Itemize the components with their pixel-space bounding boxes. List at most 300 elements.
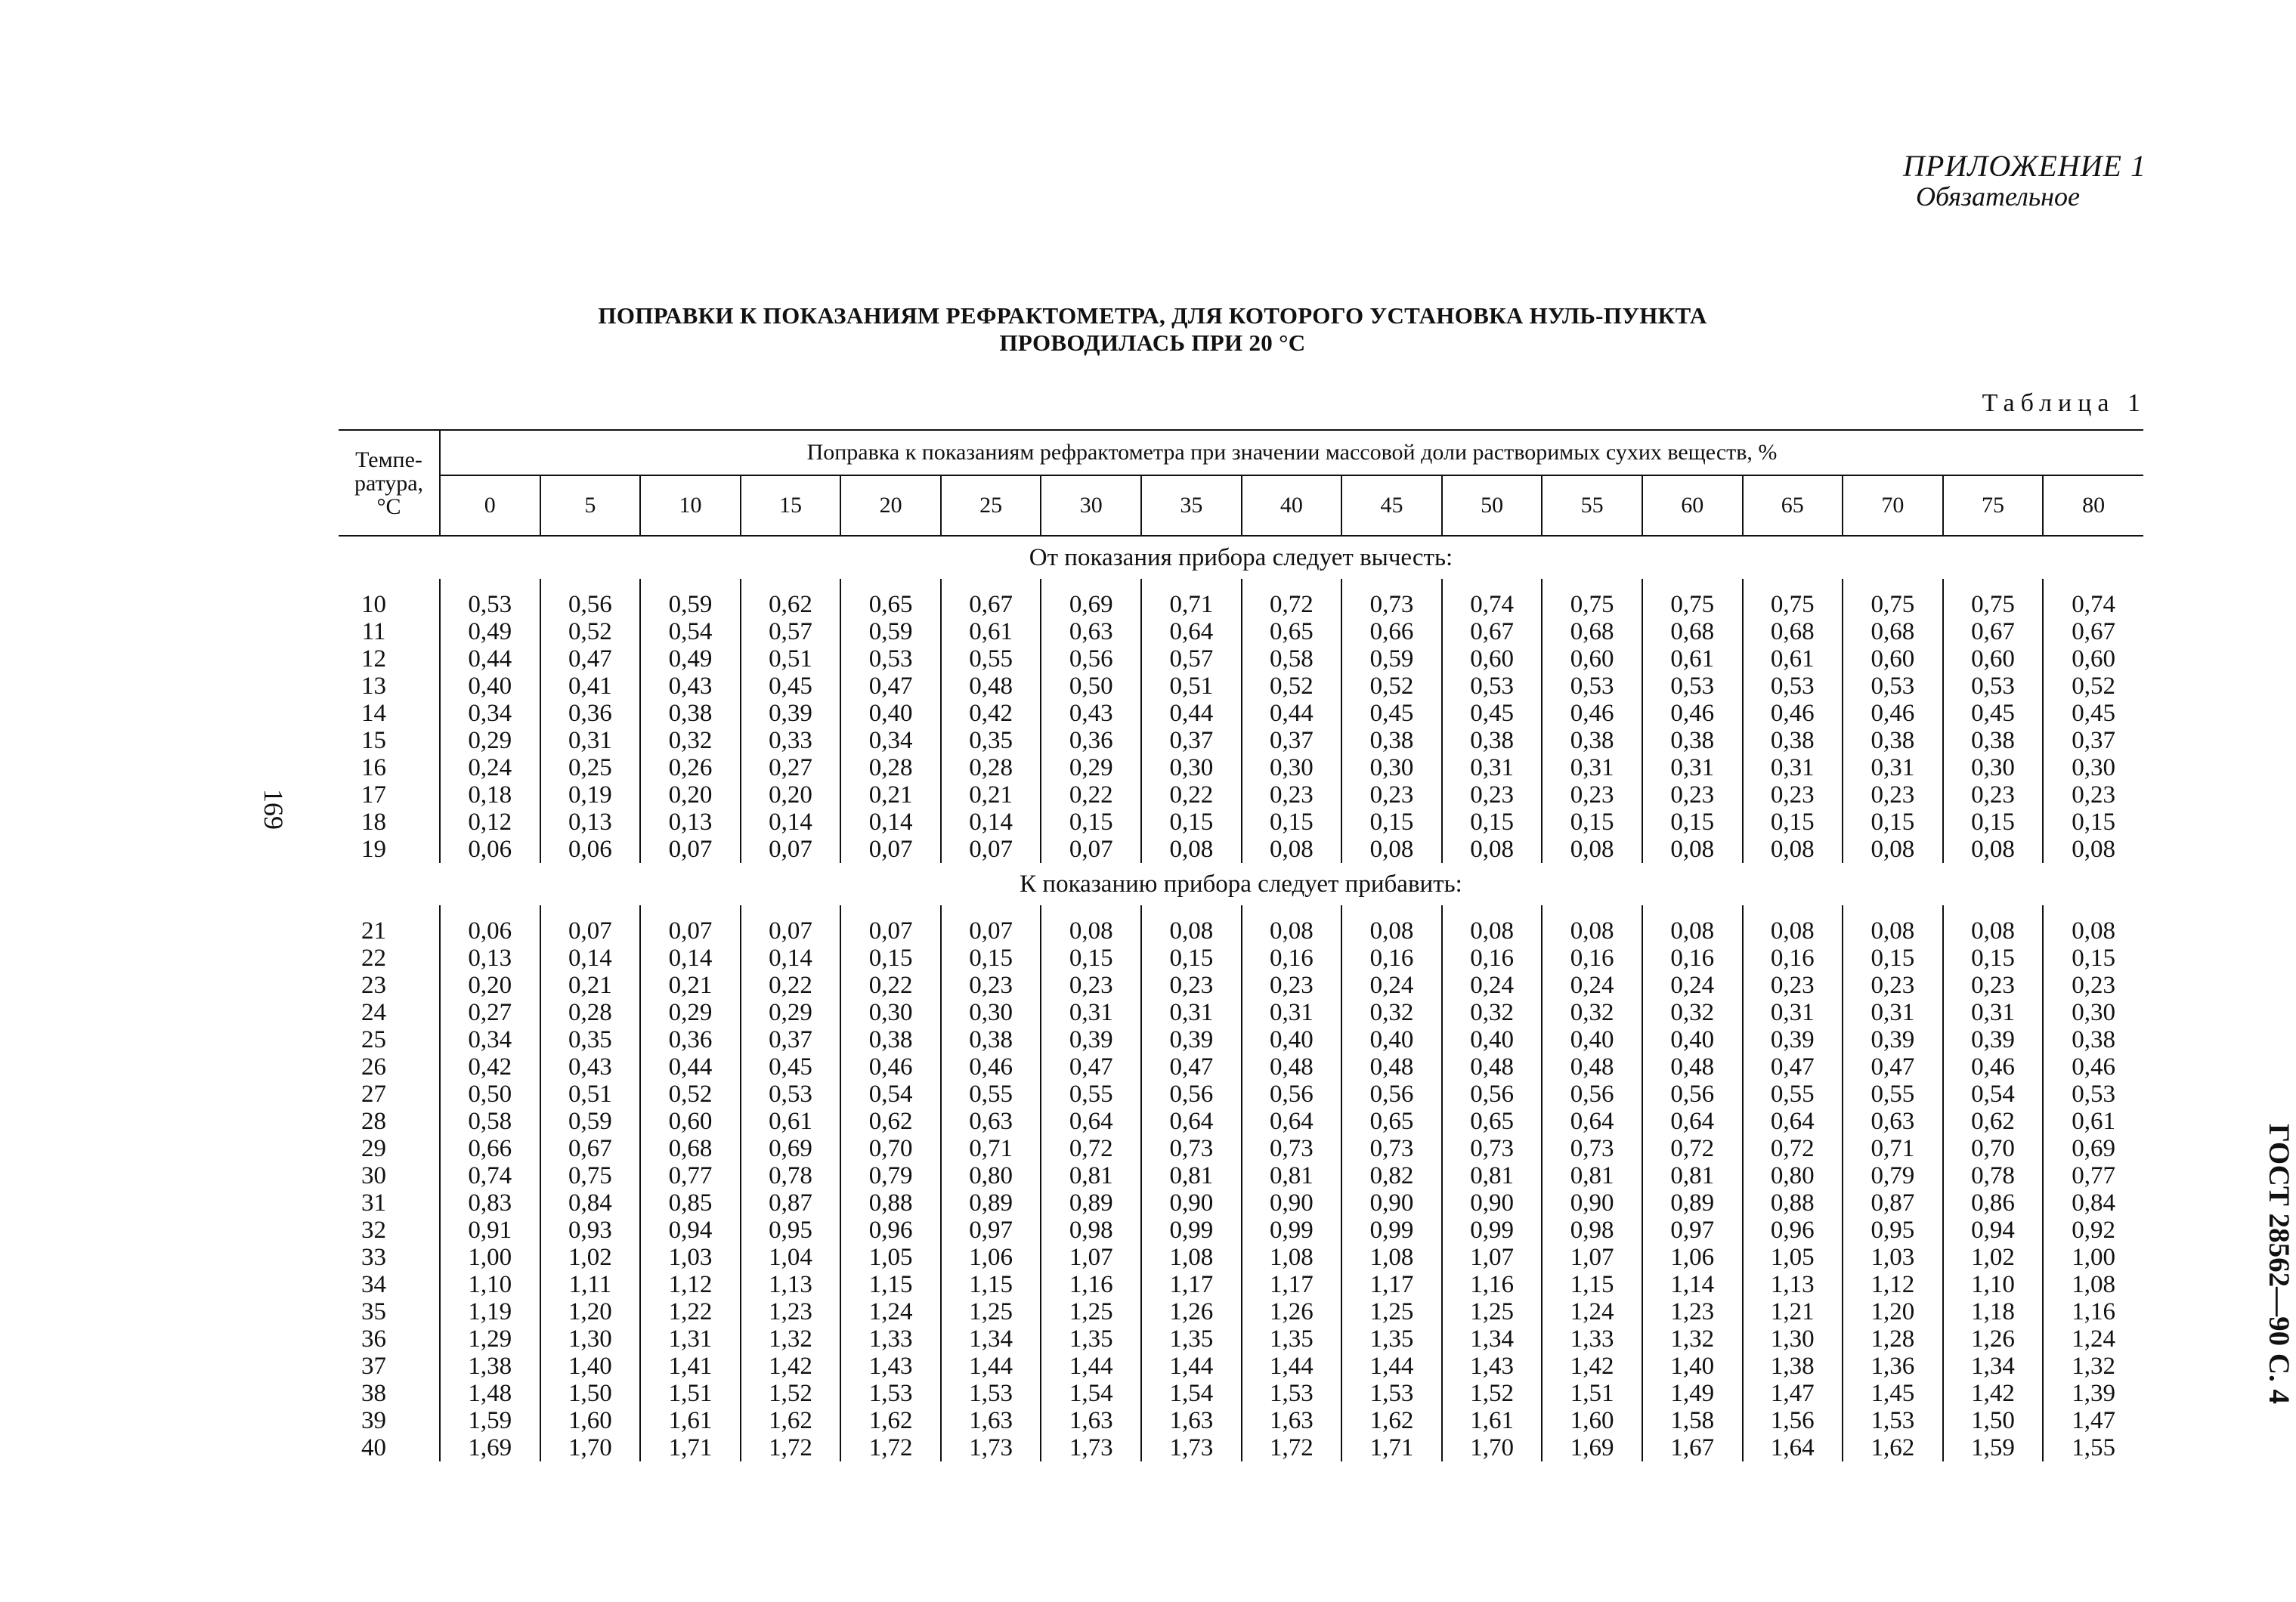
value-cell: 1,44 [1242, 1353, 1342, 1380]
value-cell: 0,51 [1141, 673, 1242, 700]
value-cell: 0,99 [1141, 1217, 1242, 1244]
value-cell: 0,23 [1041, 972, 1141, 999]
value-cell: 0,08 [1642, 836, 1743, 863]
gap-cell [1442, 579, 1543, 591]
column-header: 5 [540, 475, 641, 536]
value-cell: 0,60 [1943, 645, 2044, 673]
value-cell: 0,38 [1442, 727, 1543, 754]
value-cell: 0,24 [1542, 972, 1642, 999]
temperature-cell: 40 [339, 1434, 440, 1461]
value-cell: 1,24 [2072, 1325, 2115, 1353]
value-cell: 1,38 [440, 1353, 540, 1380]
value-cell: 1,62 [741, 1407, 841, 1434]
value-cell: 0,69 [2072, 1135, 2115, 1162]
value-cell: 1,31 [640, 1325, 741, 1353]
value-cell: 0,31 [1442, 754, 1543, 781]
value-cell: 1,70 [540, 1434, 641, 1461]
value-cell: 0,27 [440, 999, 540, 1026]
table-row [339, 645, 2143, 673]
value-cell: 1,06 [1642, 1244, 1743, 1271]
value-cell: 0,31 [540, 727, 641, 754]
value-cell: 1,29 [440, 1325, 540, 1353]
value-cell: 0,55 [941, 645, 1041, 673]
value-cell: 0,08 [1943, 836, 2044, 863]
value-cell: 1,24 [1542, 1298, 1642, 1325]
value-cell: 0,82 [1341, 1162, 1442, 1189]
value-cell: 0,15 [941, 945, 1041, 972]
value-cell: 1,52 [741, 1380, 841, 1407]
value-cell: 0,25 [540, 754, 641, 781]
table-row [339, 972, 2143, 999]
value-cell: 1,59 [1943, 1434, 2044, 1461]
value-cell: 1,33 [1542, 1325, 1642, 1353]
value-cell: 0,37 [741, 1026, 841, 1053]
value-cell: 0,42 [941, 700, 1041, 727]
value-cell: 0,61 [2072, 1108, 2115, 1135]
table-row [339, 1081, 2143, 1108]
value-cell: 0,38 [2072, 1026, 2115, 1053]
value-cell: 0,94 [1943, 1217, 2044, 1244]
value-cell: 0,40 [1542, 1026, 1642, 1053]
value-cell: 1,28 [1843, 1325, 1943, 1353]
value-cell: 1,16 [1442, 1271, 1543, 1298]
value-cell: 0,18 [440, 781, 540, 809]
value-cell: 0,32 [640, 727, 741, 754]
value-cell: 0,55 [1743, 1081, 1843, 1108]
value-cell: 1,51 [1542, 1380, 1642, 1407]
value-cell: 1,07 [1442, 1244, 1543, 1271]
value-cell: 1,05 [840, 1244, 941, 1271]
value-cell: 0,77 [2072, 1162, 2115, 1189]
value-cell: 0,47 [840, 673, 941, 700]
value-cell: 0,84 [540, 1189, 641, 1217]
value-cell: 1,50 [540, 1380, 641, 1407]
value-cell: 0,15 [1141, 809, 1242, 836]
value-cell: 0,07 [741, 836, 841, 863]
value-cell: 1,53 [941, 1380, 1041, 1407]
value-cell: 0,68 [1642, 618, 1743, 645]
value-cell: 0,30 [1943, 754, 2044, 781]
temperature-cell: 32 [339, 1217, 440, 1244]
value-cell: 1,30 [1743, 1325, 1843, 1353]
value-cell: 1,25 [1341, 1298, 1442, 1325]
value-cell: 0,40 [1442, 1026, 1543, 1053]
value-cell: 0,24 [440, 754, 540, 781]
value-cell: 0,75 [540, 1162, 641, 1189]
value-cell: 1,73 [1041, 1434, 1141, 1461]
value-cell: 0,50 [440, 1081, 540, 1108]
value-cell: 1,54 [1141, 1380, 1242, 1407]
value-cell: 1,60 [1542, 1407, 1642, 1434]
gap-cell [1041, 579, 1141, 591]
value-cell: 0,08 [1442, 836, 1543, 863]
value-cell: 0,94 [640, 1217, 741, 1244]
value-cell: 1,63 [1141, 1407, 1242, 1434]
value-cell: 0,50 [1041, 673, 1141, 700]
value-cell: 0,99 [1442, 1217, 1543, 1244]
value-cell: 0,08 [1843, 917, 1943, 945]
temperature-header-line: °С [376, 493, 401, 519]
value-cell: 0,64 [1242, 1108, 1342, 1135]
gap-cell [1843, 905, 1943, 917]
temperature-cell: 23 [339, 972, 440, 999]
value-cell: 0,44 [440, 645, 540, 673]
table-row [339, 1244, 2143, 1271]
value-cell: 0,24 [1642, 972, 1743, 999]
value-cell: 1,08 [2072, 1271, 2115, 1298]
value-cell: 1,44 [1041, 1353, 1141, 1380]
value-cell: 0,80 [1743, 1162, 1843, 1189]
value-cell: 0,88 [1743, 1189, 1843, 1217]
value-cell: 0,64 [1141, 618, 1242, 645]
value-cell: 0,22 [1141, 781, 1242, 809]
value-cell: 1,34 [1442, 1325, 1543, 1353]
value-cell: 0,57 [1141, 645, 1242, 673]
value-cell: 0,38 [1542, 727, 1642, 754]
value-cell: 0,07 [640, 917, 741, 945]
value-cell: 1,40 [540, 1353, 641, 1380]
value-cell: 1,53 [1242, 1380, 1342, 1407]
value-cell: 0,44 [1141, 700, 1242, 727]
value-cell: 1,12 [1843, 1271, 1943, 1298]
value-cell: 1,07 [1542, 1244, 1642, 1271]
value-cell: 0,29 [440, 727, 540, 754]
gap-cell [440, 579, 540, 591]
value-cell: 0,72 [1242, 591, 1342, 618]
value-cell: 1,41 [640, 1353, 741, 1380]
gap-cell [1041, 905, 1141, 917]
value-cell: 1,20 [1843, 1298, 1943, 1325]
table-row [339, 1053, 2143, 1081]
gap-cell [941, 905, 1041, 917]
value-cell: 1,70 [1442, 1434, 1543, 1461]
value-cell: 1,10 [1943, 1271, 2044, 1298]
value-cell: 0,14 [941, 809, 1041, 836]
value-cell: 0,64 [1542, 1108, 1642, 1135]
value-cell: 0,48 [1542, 1053, 1642, 1081]
table-row [339, 1271, 2143, 1298]
value-cell: 0,16 [1642, 945, 1743, 972]
value-cell: 0,23 [1242, 781, 1342, 809]
column-header: 40 [1242, 475, 1342, 536]
value-cell: 0,43 [1041, 700, 1141, 727]
temperature-cell: 36 [339, 1325, 440, 1353]
table-label: Таблица 1 [1982, 389, 2146, 417]
value-cell: 0,32 [1442, 999, 1543, 1026]
value-cell: 0,95 [741, 1217, 841, 1244]
value-cell: 0,45 [2072, 700, 2115, 727]
value-cell: 0,31 [1642, 754, 1743, 781]
value-cell: 0,56 [540, 591, 641, 618]
table-row [339, 1298, 2143, 1325]
value-cell: 0,15 [1743, 809, 1843, 836]
value-cell: 0,15 [1341, 809, 1442, 836]
value-cell: 0,30 [1141, 754, 1242, 781]
value-cell: 0,52 [540, 618, 641, 645]
value-cell: 1,07 [1041, 1244, 1141, 1271]
value-cell: 1,25 [1442, 1298, 1543, 1325]
value-cell: 0,51 [741, 645, 841, 673]
value-cell: 1,52 [1442, 1380, 1543, 1407]
value-cell: 0,30 [941, 999, 1041, 1026]
value-cell: 0,23 [2072, 781, 2115, 809]
value-cell: 1,32 [741, 1325, 841, 1353]
value-cell: 0,16 [1542, 945, 1642, 972]
value-cell: 0,15 [1843, 945, 1943, 972]
value-cell: 1,20 [540, 1298, 641, 1325]
value-cell: 0,97 [941, 1217, 1041, 1244]
temperature-cell: 17 [339, 781, 440, 809]
value-cell: 0,14 [741, 809, 841, 836]
value-cell: 0,31 [1843, 999, 1943, 1026]
value-cell: 0,16 [1341, 945, 1442, 972]
value-cell: 0,62 [741, 591, 841, 618]
value-cell: 0,30 [1242, 754, 1342, 781]
value-cell: 1,44 [1341, 1353, 1442, 1380]
value-cell: 0,58 [440, 1108, 540, 1135]
temperature-cell: 14 [339, 700, 440, 727]
value-cell: 1,51 [640, 1380, 741, 1407]
value-cell: 0,53 [1442, 673, 1543, 700]
column-header: 60 [1642, 475, 1743, 536]
value-cell: 0,52 [1242, 673, 1342, 700]
value-cell: 0,77 [640, 1162, 741, 1189]
gap-cell [1743, 579, 1843, 591]
value-cell: 0,08 [1141, 836, 1242, 863]
value-cell: 1,12 [640, 1271, 741, 1298]
temperature-header [339, 430, 440, 536]
value-cell: 0,56 [1341, 1081, 1442, 1108]
value-cell: 0,13 [440, 945, 540, 972]
value-cell: 0,33 [741, 727, 841, 754]
value-cell: 0,44 [640, 1053, 741, 1081]
table-row [339, 1217, 2143, 1244]
value-cell: 1,05 [1743, 1244, 1843, 1271]
value-cell: 0,55 [1843, 1081, 1943, 1108]
value-cell: 0,73 [1341, 591, 1442, 618]
gap-cell [840, 905, 941, 917]
value-cell: 0,67 [1943, 618, 2044, 645]
value-cell: 0,38 [1943, 727, 2044, 754]
table-row [339, 1162, 2143, 1189]
value-cell: 0,38 [840, 1026, 941, 1053]
temperature-cell: 35 [339, 1298, 440, 1325]
value-cell: 0,70 [1943, 1135, 2044, 1162]
value-cell: 1,03 [640, 1244, 741, 1271]
value-cell: 1,22 [640, 1298, 741, 1325]
temperature-cell: 33 [339, 1244, 440, 1271]
value-cell: 0,23 [941, 972, 1041, 999]
value-cell: 0,54 [840, 1081, 941, 1108]
value-cell: 0,29 [741, 999, 841, 1026]
gap-cell [540, 905, 641, 917]
appendix-heading [1903, 151, 2146, 210]
value-cell: 0,63 [941, 1108, 1041, 1135]
value-cell: 1,61 [640, 1407, 741, 1434]
title-line-2: ПРОВОДИЛАСЬ ПРИ 20 °С [999, 329, 1306, 356]
value-cell: 1,53 [840, 1380, 941, 1407]
table-row [339, 1135, 2143, 1162]
value-cell: 0,27 [741, 754, 841, 781]
value-cell: 0,31 [1542, 754, 1642, 781]
value-cell: 0,16 [1743, 945, 1843, 972]
gap-cell [540, 579, 641, 591]
section-caption: К показанию прибора следует прибавить: [1020, 870, 1462, 898]
value-cell: 0,98 [1041, 1217, 1141, 1244]
value-cell: 1,72 [1242, 1434, 1342, 1461]
value-cell: 0,46 [1943, 1053, 2044, 1081]
value-cell: 1,02 [540, 1244, 641, 1271]
value-cell: 1,26 [1141, 1298, 1242, 1325]
value-cell: 0,63 [1843, 1108, 1943, 1135]
value-cell: 0,08 [1442, 917, 1543, 945]
value-cell: 1,59 [440, 1407, 540, 1434]
value-cell: 0,92 [2072, 1217, 2115, 1244]
value-cell: 1,40 [1642, 1353, 1743, 1380]
value-cell: 0,16 [1242, 945, 1342, 972]
column-header: 75 [1943, 475, 2044, 536]
value-cell: 0,08 [1242, 917, 1342, 945]
value-cell: 0,71 [941, 1135, 1041, 1162]
gap-cell [1642, 905, 1743, 917]
value-cell: 0,08 [1542, 836, 1642, 863]
value-cell: 1,54 [1041, 1380, 1141, 1407]
gap-cell [741, 579, 841, 591]
value-cell: 0,15 [2072, 945, 2115, 972]
temperature-cell: 26 [339, 1053, 440, 1081]
value-cell: 0,68 [1542, 618, 1642, 645]
value-cell: 1,63 [1041, 1407, 1141, 1434]
value-cell: 0,15 [1642, 809, 1743, 836]
value-cell: 0,07 [540, 917, 641, 945]
gap-cell [1943, 905, 2044, 917]
value-cell: 0,75 [1943, 591, 2044, 618]
value-cell: 1,48 [440, 1380, 540, 1407]
value-cell: 0,47 [1141, 1053, 1242, 1081]
value-cell: 0,67 [540, 1135, 641, 1162]
value-cell: 0,89 [1041, 1189, 1141, 1217]
value-cell: 0,07 [840, 836, 941, 863]
appendix-status: Обязательное [1916, 181, 2080, 212]
value-cell: 1,62 [1843, 1434, 1943, 1461]
value-cell: 0,31 [1743, 754, 1843, 781]
value-cell: 0,46 [840, 1053, 941, 1081]
value-cell: 0,68 [1743, 618, 1843, 645]
temperature-cell: 18 [339, 809, 440, 836]
value-cell: 0,23 [1242, 972, 1342, 999]
value-cell: 0,14 [640, 945, 741, 972]
value-cell: 0,07 [840, 917, 941, 945]
value-cell: 1,49 [1642, 1380, 1743, 1407]
value-cell: 1,26 [1242, 1298, 1342, 1325]
value-cell: 0,14 [840, 809, 941, 836]
value-cell: 0,61 [1743, 645, 1843, 673]
value-cell: 0,20 [440, 972, 540, 999]
value-cell: 1,11 [540, 1271, 641, 1298]
table-row [339, 1189, 2143, 1217]
value-cell: 0,90 [1442, 1189, 1543, 1217]
gap-cell [640, 905, 741, 917]
value-cell: 0,08 [1141, 917, 1242, 945]
value-cell: 0,87 [741, 1189, 841, 1217]
value-cell: 1,06 [941, 1244, 1041, 1271]
value-cell: 0,08 [1642, 917, 1743, 945]
value-cell: 0,72 [1743, 1135, 1843, 1162]
value-cell: 1,25 [1041, 1298, 1141, 1325]
value-cell: 1,62 [840, 1407, 941, 1434]
value-cell: 0,73 [1542, 1135, 1642, 1162]
value-cell: 0,32 [1542, 999, 1642, 1026]
value-cell: 0,48 [941, 673, 1041, 700]
value-cell: 0,52 [640, 1081, 741, 1108]
value-cell: 0,47 [1743, 1053, 1843, 1081]
value-cell: 0,42 [440, 1053, 540, 1081]
value-cell: 0,53 [1642, 673, 1743, 700]
column-header: 70 [1843, 475, 1943, 536]
temperature-cell: 16 [339, 754, 440, 781]
value-cell: 0,73 [1341, 1135, 1442, 1162]
value-cell: 0,31 [1242, 999, 1342, 1026]
value-cell: 0,38 [1642, 727, 1743, 754]
value-cell: 1,64 [1743, 1434, 1843, 1461]
value-cell: 0,38 [941, 1026, 1041, 1053]
value-cell: 0,54 [1943, 1081, 2044, 1108]
value-cell: 0,08 [1041, 917, 1141, 945]
value-cell: 1,53 [1843, 1407, 1943, 1434]
value-cell: 0,53 [1843, 673, 1943, 700]
value-cell: 0,15 [1542, 809, 1642, 836]
value-cell: 0,29 [1041, 754, 1141, 781]
value-cell: 1,02 [1943, 1244, 2044, 1271]
value-cell: 0,07 [640, 836, 741, 863]
value-cell: 0,59 [640, 591, 741, 618]
value-cell: 0,49 [440, 618, 540, 645]
value-cell: 1,71 [640, 1434, 741, 1461]
value-cell: 1,08 [1341, 1244, 1442, 1271]
value-cell: 0,90 [1242, 1189, 1342, 1217]
value-cell: 0,39 [1843, 1026, 1943, 1053]
table-row [339, 1380, 2143, 1407]
value-cell: 0,16 [1442, 945, 1543, 972]
value-cell: 0,35 [540, 1026, 641, 1053]
value-cell: 0,65 [840, 591, 941, 618]
value-cell: 0,66 [1341, 618, 1442, 645]
temperature-cell: 27 [339, 1081, 440, 1108]
value-cell: 0,37 [2072, 727, 2115, 754]
value-cell: 1,63 [941, 1407, 1041, 1434]
value-cell: 0,15 [840, 945, 941, 972]
value-cell: 0,07 [941, 836, 1041, 863]
value-cell: 0,07 [1041, 836, 1141, 863]
value-cell: 1,67 [1642, 1434, 1743, 1461]
value-cell: 0,68 [1843, 618, 1943, 645]
value-cell: 0,45 [1943, 700, 2044, 727]
value-cell: 0,64 [1642, 1108, 1743, 1135]
value-cell: 0,07 [741, 917, 841, 945]
value-cell: 1,16 [2072, 1298, 2115, 1325]
value-cell: 0,14 [540, 945, 641, 972]
value-cell: 0,90 [1141, 1189, 1242, 1217]
value-cell: 0,54 [640, 618, 741, 645]
value-cell: 0,58 [1242, 645, 1342, 673]
value-cell: 0,12 [440, 809, 540, 836]
value-cell: 1,18 [1943, 1298, 2044, 1325]
value-cell: 0,28 [540, 999, 641, 1026]
value-cell: 1,13 [741, 1271, 841, 1298]
value-cell: 0,24 [1341, 972, 1442, 999]
value-cell: 0,26 [640, 754, 741, 781]
value-cell: 0,60 [640, 1108, 741, 1135]
